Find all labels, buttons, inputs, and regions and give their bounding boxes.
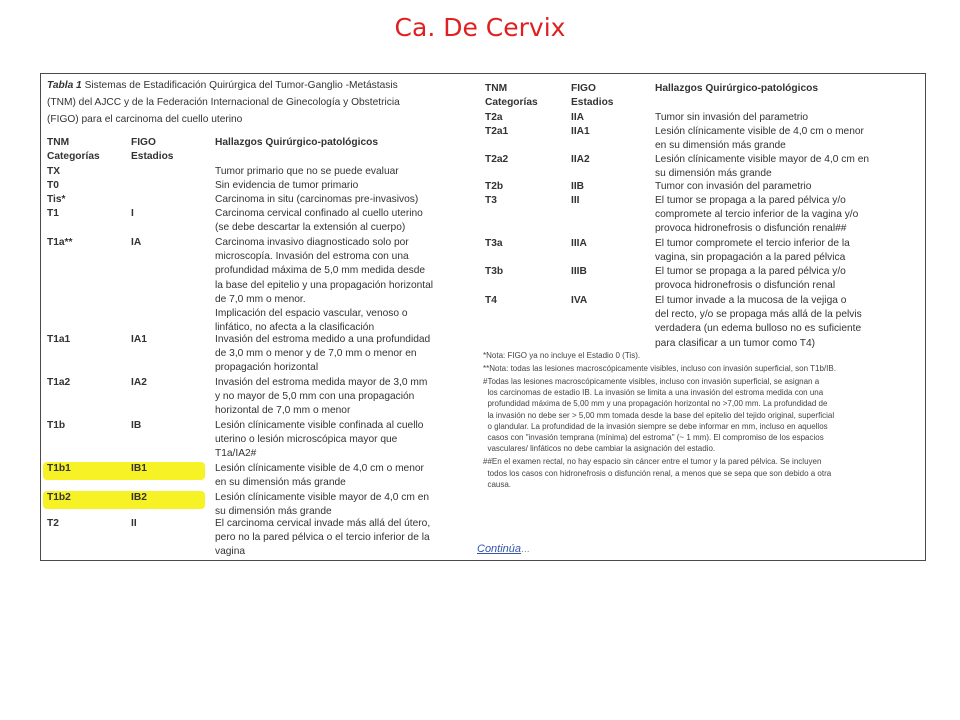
findings-cell-line: de 7,0 mm o menor.: [215, 293, 306, 305]
tnm-cell: T1a1: [47, 334, 71, 345]
footnote-line: #Todas las lesiones macroscópicamente visibles, incluso con invasión superficial, se asignan a: [483, 377, 820, 386]
findings-cell-line: de 3,0 mm o menor y de 7,0 mm o menor en: [215, 348, 417, 360]
findings-cell-line: su dimensión más grande: [655, 168, 772, 180]
tnm-cell: T1b2: [47, 492, 71, 503]
findings-cell-line: Carcinoma invasivo diagnosticado solo por: [215, 237, 409, 248]
figo-cell: IB: [131, 420, 142, 431]
tnm-cell: T2: [47, 518, 59, 529]
figo-cell: IA1: [131, 334, 147, 345]
findings-cell-line: vagina, sin propagación a la pared pélvica: [655, 252, 846, 264]
header-figo: FIGO: [131, 137, 156, 148]
findings-cell-line: Lesión clínicamente visible de 4,0 cm o menor: [215, 463, 424, 474]
header-tnm: TNM: [485, 83, 508, 94]
findings-cell-line: El tumor se propaga a la pared pélvica y/o: [655, 195, 846, 206]
figo-cell: IIB: [571, 181, 585, 192]
document-image: [40, 73, 926, 561]
findings-cell-line: Invasión del estroma medida mayor de 3,0 mm: [215, 377, 428, 388]
tnm-cell: T4: [485, 295, 497, 306]
footnote-line: vasculares/ linfáticos no debe cambiar la asignación del estadio.: [483, 444, 716, 454]
findings-cell-line: Lesión clínicamente visible mayor de 4,0 cm en: [655, 154, 870, 165]
figo-cell: IVA: [571, 295, 588, 306]
findings-cell-line: El carcinoma cervical invade más allá del útero,: [215, 518, 431, 529]
continue-dots: ...: [521, 544, 530, 555]
figo-cell: IB2: [131, 492, 147, 503]
findings-cell-line: y no mayor de 5,0 mm con una propagación: [215, 391, 415, 403]
figo-cell: IIA: [571, 112, 585, 123]
findings-cell-line: su dimensión más grande: [215, 506, 332, 518]
caption-text: Sistemas de Estadificación Quirúrgica del Tumor-Ganglio -Metástasis: [84, 80, 398, 91]
tnm-cell: T1b: [47, 420, 66, 431]
findings-cell-line: El tumor se propaga a la pared pélvica y/o: [655, 266, 846, 277]
tnm-cell: T3: [485, 195, 497, 206]
findings-cell-line: T1a/IA2#: [215, 448, 257, 460]
findings-cell-line: Lesión clínicamente visible mayor de 4,0 cm en: [215, 492, 430, 503]
findings-cell-line: (se debe descartar la extensión al cuerpo): [215, 222, 406, 234]
findings-cell-line: la base del epitelio y una propagación horizontal: [215, 279, 434, 291]
findings-cell-line: Tumor primario que no se puede evaluar: [215, 166, 399, 177]
header-findings: Hallazgos Quirúrgico-patológicos: [215, 137, 379, 148]
findings-cell-line: provoca hidronefrosis o disfunción renal: [655, 280, 836, 292]
figo-cell: IB1: [131, 463, 147, 474]
footnote-line: o glandular. La profundidad de la invasión siempre se debe informar en mm, incluso en aquellos: [483, 421, 828, 431]
header-figo-sub: Estadios: [571, 97, 614, 108]
findings-cell-line: profundidad máxima de 5,0 mm medida desde: [215, 265, 426, 277]
findings-cell-line: vagina: [215, 546, 246, 558]
footnote-line: todos los casos con hidronefrosis o disfunción renal, a menos que se sepa que son debido a otra: [483, 468, 832, 478]
figo-cell: IIIA: [571, 238, 587, 249]
findings-cell-line: Tumor con invasión del parametrio: [655, 181, 812, 192]
findings-cell-line: propagación horizontal: [215, 362, 319, 374]
figo-cell: III: [571, 195, 580, 206]
caption-text: (TNM) del AJCC y de la Federación Internacional de Ginecología y Obstetricia: [47, 97, 400, 108]
footnote-line: **Nota: todas las lesiones macroscópicamente visibles, incluso con invasión superficial, son T1b/IB.: [483, 364, 836, 373]
tnm-cell: T3b: [485, 266, 504, 277]
header-tnm-sub: Categorías: [485, 97, 538, 108]
findings-cell-line: Implicación del espacio vascular, venoso o: [215, 308, 408, 319]
footnote-line: causa.: [483, 479, 512, 489]
footnote-line: profundidad máxima de 5,00 mm y una propagación horizontal no >7,00 mm. La profundidad de: [483, 399, 828, 409]
findings-cell-line: El tumor compromete el tercio inferior de la: [655, 238, 850, 249]
tnm-cell: T2a2: [485, 154, 509, 165]
footnote-line: casos con "invasión temprana (mínima) del estroma" (~ 1 mm). El compromiso de los espacios: [483, 433, 824, 442]
findings-cell-line: Sin evidencia de tumor primario: [215, 180, 359, 191]
findings-cell-line: para clasificar a un tumor como T4): [655, 337, 816, 349]
tnm-cell: T1a2: [47, 377, 71, 388]
footnote-line: *Nota: FIGO ya no incluye el Estadio 0 (Tis).: [483, 351, 641, 360]
slide-title: Ca. De Cervix: [394, 13, 566, 42]
findings-cell-line: pero no la pared pélvica o el tercio inferior de la: [215, 532, 430, 544]
caption-text: (FIGO) para el carcinoma del cuello uterino: [47, 114, 243, 125]
findings-cell-line: en su dimensión más grande: [215, 477, 346, 489]
tnm-cell: Tis*: [47, 194, 66, 205]
findings-cell-line: Invasión del estroma medido a una profundidad: [215, 334, 431, 345]
findings-cell-line: uterino o lesión microscópica mayor que: [215, 434, 398, 446]
figo-cell: IIIB: [571, 266, 587, 277]
footnote-line: los carcinomas de estadio IB. La invasión se limita a una invasión del estroma medida con una: [483, 388, 824, 398]
tnm-cell: T2a: [485, 112, 503, 123]
footnote-line: la invasión no debe ser > 5,00 mm tomada desde la base del epitelio del tejido original, superficial: [483, 410, 835, 420]
header-figo-sub: Estadios: [131, 151, 174, 162]
findings-cell-line: provoca hidronefrosis o disfunción renal##: [655, 223, 847, 235]
findings-cell-line: Carcinoma in situ (carcinomas pre-invasivos): [215, 194, 419, 205]
header-findings: Hallazgos Quirúrgico-patológicos: [655, 83, 819, 94]
findings-cell-line: El tumor invade a la mucosa de la vejiga o: [655, 295, 847, 306]
header-tnm-sub: Categorías: [47, 151, 100, 162]
header-tnm: TNM: [47, 137, 70, 148]
findings-cell-line: compromete al tercio inferior de la vagina y/o: [655, 209, 859, 221]
figo-cell: IA2: [131, 377, 147, 388]
figo-cell: I: [131, 208, 134, 219]
continue-link[interactable]: Continúa: [477, 543, 522, 555]
table-caption-line: [47, 79, 398, 93]
findings-cell-line: en su dimensión más grande: [655, 140, 786, 152]
findings-cell-line: Carcinoma cervical confinado al cuello uterino: [215, 208, 423, 219]
tnm-cell: T0: [47, 180, 59, 191]
figo-cell: IIA1: [571, 126, 590, 137]
tnm-cell: T1a**: [47, 237, 73, 248]
tnm-cell: TX: [47, 166, 61, 177]
table-caption-label: Tabla 1: [47, 80, 82, 91]
findings-cell-line: del recto, y/o se propaga más allá de la pelvis: [655, 309, 862, 321]
findings-cell-line: microscopía. Invasión del estroma con una: [215, 251, 409, 263]
tnm-cell: T2b: [485, 181, 504, 192]
findings-cell-line: Lesión clínicamente visible de 4,0 cm o menor: [655, 126, 864, 137]
figo-cell: IA: [131, 237, 142, 248]
tnm-cell: T2a1: [485, 126, 509, 137]
findings-cell-line: Tumor sin invasión del parametrio: [655, 112, 809, 123]
footnote-line: ##En el examen rectal, no hay espacio sin cáncer entre el tumor y la pared pélvica. Se incluyen: [483, 457, 822, 467]
findings-cell-line: verdadera (un edema bulloso no es suficiente: [655, 323, 862, 335]
findings-cell-line: linfático, no afecta a la clasificación: [215, 322, 375, 334]
continue-row: [477, 542, 530, 557]
findings-cell-line: Lesión clínicamente visible confinada al cuello: [215, 420, 424, 431]
tnm-cell: T3a: [485, 238, 503, 249]
tnm-cell: T1b1: [47, 463, 71, 474]
tnm-cell: T1: [47, 208, 59, 219]
findings-cell-line: horizontal de 7,0 mm o menor: [215, 405, 351, 417]
figo-cell: IIA2: [571, 154, 590, 165]
figo-cell: II: [131, 518, 137, 529]
header-figo: FIGO: [571, 83, 596, 94]
